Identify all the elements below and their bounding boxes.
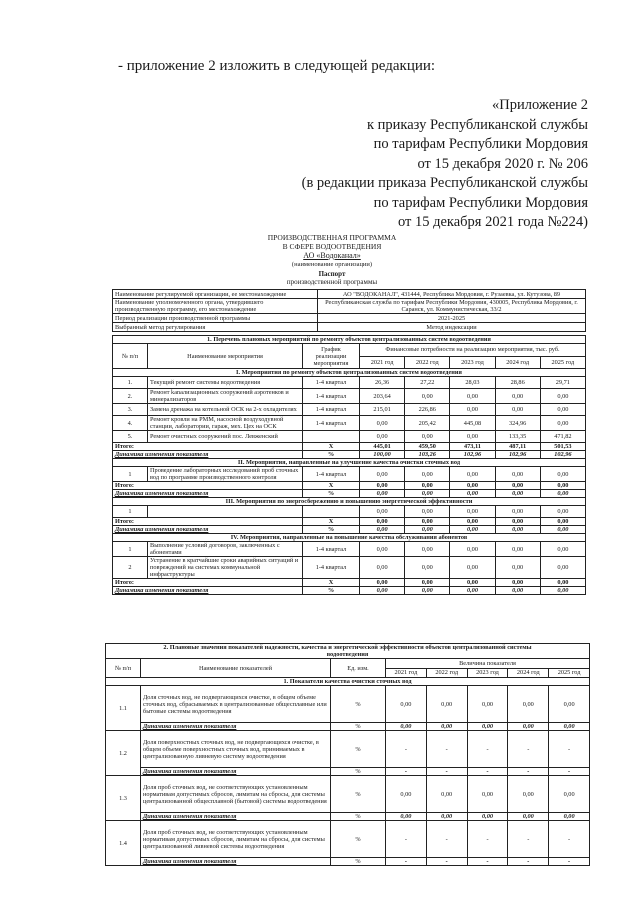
summary-value: 0,00 (540, 579, 585, 587)
row-value: 226,86 (405, 404, 450, 416)
summary-unit: Х (303, 443, 360, 451)
table-row (113, 404, 586, 416)
table-row (113, 377, 586, 389)
row-value: - (467, 731, 508, 768)
row-value: 471,82 (540, 431, 585, 443)
heading-line: по тарифам Республики Мордовия (373, 194, 588, 211)
total-row (113, 579, 586, 587)
dynamics-row (113, 526, 586, 534)
col-name-header: Наименование показателей (141, 659, 331, 678)
col-unit-header: Ед. изм. (331, 659, 386, 678)
section-row (113, 498, 586, 506)
dynamics-row (106, 858, 590, 866)
col-finance-header: Финансовые потребности на реализацию мероприятия, тыс. руб. (360, 344, 586, 357)
heading-line: «Приложение 2 (492, 97, 588, 113)
passport-row (113, 314, 586, 323)
row-value: 29,71 (540, 377, 585, 389)
dynamics-value: 0,00 (549, 723, 590, 731)
row-value: - (549, 821, 590, 858)
dynamics-unit: % (331, 768, 386, 776)
col-number-header: № п/п (106, 659, 141, 678)
dynamics-value: - (426, 768, 467, 776)
col-value-header: Величина показателя (386, 659, 590, 669)
row-value: 0,00 (540, 404, 585, 416)
summary-unit: % (303, 587, 360, 595)
year-header: 2021 год (386, 668, 427, 678)
summary-value: 0,00 (540, 587, 585, 595)
total-row (113, 482, 586, 490)
organization-name: АО «Водоканал» (303, 251, 361, 260)
year-header: 2025 год (549, 668, 590, 678)
row-unit: % (331, 686, 386, 723)
row-name (148, 506, 303, 518)
summary-value: 0,00 (360, 526, 405, 534)
row-name: Проведение лабораторных исследований проб сточных вод по программе производственного контроля (148, 467, 303, 482)
col-schedule-header: График реализации мероприятия (303, 344, 360, 369)
row-number: 1.4 (106, 821, 141, 866)
summary-value: 501,53 (540, 443, 585, 451)
row-value: - (508, 821, 549, 858)
row-schedule: 1-4 квартал (303, 389, 360, 404)
row-number: 1 (113, 506, 148, 518)
indicators-table (105, 643, 590, 866)
row-number: 2 (113, 557, 148, 579)
passport-label: Наименование уполномоченного органа, утвердившего производственную программу, его местонахождение (113, 299, 318, 314)
table-caption: 1. Перечень плановых мероприятий по ремонту объектов централизованных систем водоотведения (113, 336, 586, 344)
row-number: 1.2 (106, 731, 141, 776)
table-row (113, 557, 586, 579)
summary-value: 0,00 (495, 526, 540, 534)
row-name: Ремонт kanaлизационных сооружений аэротенков и минерализаторов (148, 389, 303, 404)
table-row (106, 686, 590, 723)
row-number: 2. (113, 389, 148, 404)
summary-value: 487,11 (495, 443, 540, 451)
row-number: 1 (113, 542, 148, 557)
row-value: 0,00 (495, 542, 540, 557)
table-row (113, 506, 586, 518)
table-row (113, 389, 586, 404)
row-value: 0,00 (540, 506, 585, 518)
dynamics-value: - (508, 858, 549, 866)
summary-value: 0,00 (495, 518, 540, 526)
caption-line: 2. Плановые значения показателей надежности, качества и энергетической эффективности объектов централизованной системы (163, 644, 532, 651)
dynamics-row (106, 768, 590, 776)
row-value: 0,00 (495, 506, 540, 518)
table-row (113, 542, 586, 557)
passport-value: Республиканская служба по тарифам Республики Мордовия, 430005, Республика Мордовия, г. Саранск, ул. Коммунистическая, 33/2 (318, 299, 586, 314)
dynamics-value: 0,00 (386, 813, 427, 821)
summary-value: 0,00 (405, 490, 450, 498)
row-schedule: 1-4 квартал (303, 416, 360, 431)
row-value: 203,64 (360, 389, 405, 404)
summary-value: 0,00 (405, 579, 450, 587)
total-row (113, 443, 586, 451)
passport-label: Выбранный метод регулирования (113, 323, 318, 332)
header-row (106, 659, 590, 669)
row-value: 0,00 (360, 542, 405, 557)
dynamics-value: 0,00 (508, 813, 549, 821)
row-number: 3. (113, 404, 148, 416)
dynamics-unit: % (331, 723, 386, 731)
row-value: 0,00 (495, 404, 540, 416)
summary-value: 0,00 (450, 587, 495, 595)
col-number-header: № п/п (113, 344, 148, 369)
summary-label: Динамика изменения показателя (113, 490, 303, 498)
summary-label: Итого: (113, 518, 303, 526)
table-row (113, 416, 586, 431)
dynamics-value: - (386, 858, 427, 866)
passport-title (200, 270, 464, 286)
row-value: 0,00 (549, 686, 590, 723)
row-value: 0,00 (360, 506, 405, 518)
row-value: 0,00 (495, 389, 540, 404)
col-name-header: Наименование мероприятия (148, 344, 303, 369)
program-title (200, 233, 464, 269)
passport-row (113, 290, 586, 299)
row-value: 0,00 (495, 557, 540, 579)
row-name: Доля сточных вод, не подвергающихся очистке, в общем объеме сточных вод, сбрасываемых в централизованные общесплавные или бытовые системы водоотведения (141, 686, 331, 723)
summary-value: 0,00 (540, 482, 585, 490)
row-name: Доля проб сточных вод, не соответствующих установленным нормативам допустимых сбросов, лимитам на сбросы, для системы централизованной ливневой системы водоотведения (141, 821, 331, 858)
row-value: - (467, 821, 508, 858)
table-row (113, 467, 586, 482)
summary-value: 0,00 (540, 526, 585, 534)
dynamics-value: 0,00 (426, 723, 467, 731)
row-value: 0,00 (426, 686, 467, 723)
row-value: 0,00 (450, 542, 495, 557)
row-name: Ремонт кровли на РММ, насосной воздуходувной станции, лаборатории, гараж, мех. Цех на ОСК (148, 416, 303, 431)
row-value: 0,00 (450, 389, 495, 404)
summary-value: 0,00 (540, 518, 585, 526)
row-value: - (508, 731, 549, 768)
appendix-heading (258, 96, 588, 233)
table-caption-row (106, 644, 590, 659)
row-value: 28,86 (495, 377, 540, 389)
row-value: 0,00 (540, 389, 585, 404)
table-row (106, 821, 590, 858)
summary-label: Итого: (113, 443, 303, 451)
row-value: 0,00 (549, 776, 590, 813)
dynamics-value: - (386, 768, 427, 776)
row-value: 0,00 (540, 542, 585, 557)
row-value: 0,00 (405, 542, 450, 557)
row-schedule: 1-4 квартал (303, 404, 360, 416)
row-value: 0,00 (360, 416, 405, 431)
table-row (106, 731, 590, 768)
dynamics-value: - (549, 768, 590, 776)
summary-unit: % (303, 526, 360, 534)
year-header: 2022 год (405, 356, 450, 369)
row-value: 0,00 (386, 776, 427, 813)
section-title: III. Мероприятия по энергосбережению и повышению энергетической эффективности (113, 498, 586, 506)
row-value: 0,00 (360, 467, 405, 482)
row-schedule (303, 431, 360, 443)
activities-table (112, 335, 586, 595)
summary-value: 102,96 (450, 451, 495, 459)
summary-value: 0,00 (360, 518, 405, 526)
program-title-line: ПРОИЗВОДСТВЕННАЯ ПРОГРАММА (267, 233, 397, 242)
row-name: Доля проб сточных вод, не соответствующих установленным нормативам допустимых сбросов, лимитам на сбросы, для системы централизованной общесплавной (бытовой) системы водоотведения (141, 776, 331, 813)
row-value: 0,00 (450, 506, 495, 518)
row-value: 27,22 (405, 377, 450, 389)
organization-caption: (наименование организации) (291, 261, 373, 268)
dynamics-value: - (467, 768, 508, 776)
dynamics-value: - (508, 768, 549, 776)
year-header: 2024 год (495, 356, 540, 369)
passport-label: Наименование регулируемой организации, ее местонахождение (113, 290, 318, 299)
row-value: 0,00 (405, 389, 450, 404)
row-value: 0,00 (450, 431, 495, 443)
row-number: 5. (113, 431, 148, 443)
summary-value: 0,00 (450, 490, 495, 498)
dynamics-unit: % (331, 858, 386, 866)
row-value: 0,00 (495, 467, 540, 482)
program-title-line: В СФЕРЕ ВОДООТВЕДЕНИЯ (282, 242, 382, 251)
row-value: - (549, 731, 590, 768)
row-value: 0,00 (405, 467, 450, 482)
section-row (106, 678, 590, 686)
row-value: 0,00 (508, 776, 549, 813)
summary-value: 0,00 (405, 482, 450, 490)
heading-line: к приказу Республиканской службы (366, 116, 588, 133)
summary-value: 0,00 (405, 587, 450, 595)
dynamics-unit: % (331, 813, 386, 821)
dynamics-value: - (467, 858, 508, 866)
dynamics-label: Динамика изменения показателя (141, 768, 331, 776)
dynamics-label: Динамика изменения показателя (141, 813, 331, 821)
row-value: 0,00 (467, 686, 508, 723)
dynamics-row (113, 490, 586, 498)
row-unit: % (331, 731, 386, 768)
total-row (113, 518, 586, 526)
summary-unit: Х (303, 518, 360, 526)
row-schedule (303, 506, 360, 518)
row-value: 0,00 (405, 506, 450, 518)
summary-label: Итого: (113, 482, 303, 490)
summary-value: 0,00 (450, 526, 495, 534)
summary-value: 0,00 (360, 490, 405, 498)
passport-heading: Паспорт (318, 270, 346, 278)
year-header: 2021 год (360, 356, 405, 369)
summary-value: 0,00 (360, 587, 405, 595)
row-value: - (426, 731, 467, 768)
summary-value: 102,96 (495, 451, 540, 459)
summary-unit: % (303, 451, 360, 459)
year-header: 2022 год (426, 668, 467, 678)
row-value: 0,00 (360, 431, 405, 443)
dynamics-value: 0,00 (549, 813, 590, 821)
summary-value: 103,26 (405, 451, 450, 459)
row-name: Замена дренажа на котельной ОСК на 2-х охладителях (148, 404, 303, 416)
summary-value: 102,96 (540, 451, 585, 459)
section-title: 1. Показатели качества очистки сточных вод (106, 678, 590, 686)
row-value: 445,08 (450, 416, 495, 431)
row-value: 0,00 (405, 557, 450, 579)
row-value: 0,00 (467, 776, 508, 813)
row-schedule: 1-4 квартал (303, 467, 360, 482)
dynamics-row (106, 723, 590, 731)
row-unit: % (331, 821, 386, 858)
row-number: 1 (113, 467, 148, 482)
summary-unit: Х (303, 482, 360, 490)
passport-table (112, 289, 586, 332)
heading-line: от 15 декабря 2020 г. № 206 (417, 155, 588, 172)
row-number: 1. (113, 377, 148, 389)
dynamics-row (113, 587, 586, 595)
row-value: 0,00 (360, 557, 405, 579)
row-value: - (386, 821, 427, 858)
section-row (113, 459, 586, 467)
row-value: 0,00 (540, 467, 585, 482)
summary-value: 0,00 (495, 482, 540, 490)
summary-value: 0,00 (450, 482, 495, 490)
section-title: II. Мероприятия, направленные на улучшение качества очистки сточных вод (113, 459, 586, 467)
year-header: 2023 год (467, 668, 508, 678)
row-value: - (426, 821, 467, 858)
summary-value: 0,00 (360, 482, 405, 490)
row-value: 0,00 (508, 686, 549, 723)
table-caption-row (113, 336, 586, 344)
summary-label: Динамика изменения показателя (113, 526, 303, 534)
dynamics-label: Динамика изменения показателя (141, 858, 331, 866)
passport-label: Период реализации производственной программы (113, 314, 318, 323)
header-row (113, 344, 586, 357)
row-schedule: 1-4 квартал (303, 557, 360, 579)
summary-value: 0,00 (405, 518, 450, 526)
row-value: 26,36 (360, 377, 405, 389)
heading-line: от 15 декабря 2021 года №224) (397, 214, 588, 230)
summary-unit: % (303, 490, 360, 498)
summary-value: 459,50 (405, 443, 450, 451)
summary-label: Динамика изменения показателя (113, 587, 303, 595)
dynamics-value: 0,00 (508, 723, 549, 731)
passport-value: АО "ВОДОКАНАЛ", 431444, Республика Мордовия, г. Рузаевка, ул. Кутузова, 89 (318, 290, 586, 299)
row-name: Ремонт очистных сооружений пос. Левженский (148, 431, 303, 443)
section-title: IV. Мероприятия, направленные на повышение качества обслуживания абонентов (113, 534, 586, 542)
year-header: 2024 год (508, 668, 549, 678)
table-caption (106, 644, 590, 659)
passport-row (113, 299, 586, 314)
year-header: 2025 год (540, 356, 585, 369)
dynamics-value: 0,00 (426, 813, 467, 821)
row-value: 215,01 (360, 404, 405, 416)
row-schedule: 1-4 квартал (303, 542, 360, 557)
summary-value: 0,00 (450, 579, 495, 587)
row-value: 0,00 (540, 416, 585, 431)
summary-value: 0,00 (495, 579, 540, 587)
passport-value: 2021-2025 (318, 314, 586, 323)
row-value: 133,35 (495, 431, 540, 443)
passport-row (113, 323, 586, 332)
row-number: 1.1 (106, 686, 141, 731)
row-value: 28,03 (450, 377, 495, 389)
passport-subheading: производственной программы (286, 278, 378, 286)
row-value: 0,00 (405, 431, 450, 443)
row-name: Выполнение условий договоров, заключенных с абонентами (148, 542, 303, 557)
dynamics-value: 0,00 (467, 723, 508, 731)
table-row (113, 431, 586, 443)
row-name: Текущий ремонт системы водоотведения (148, 377, 303, 389)
section-row (113, 369, 586, 377)
dynamics-label: Динамика изменения показателя (141, 723, 331, 731)
row-value: 324,96 (495, 416, 540, 431)
dynamics-value: - (426, 858, 467, 866)
caption-line: водоотведения (326, 651, 369, 658)
row-name: Устранение в кратчайшие сроки аварийных ситуаций и повреждений на системах коммунальной инфраструктуры (148, 557, 303, 579)
row-unit: % (331, 776, 386, 813)
passport-value: Метод индексации (318, 323, 586, 332)
summary-label: Итого: (113, 579, 303, 587)
row-value: - (386, 731, 427, 768)
summary-value: 0,00 (495, 587, 540, 595)
dynamics-row (106, 813, 590, 821)
row-value: 205,42 (405, 416, 450, 431)
row-value: 0,00 (426, 776, 467, 813)
row-number: 4. (113, 416, 148, 431)
section-title: I. Мероприятия по ремонту объектов централизованных систем водоотведения (113, 369, 586, 377)
row-value: 0,00 (450, 557, 495, 579)
summary-value: 100,00 (360, 451, 405, 459)
summary-unit: Х (303, 579, 360, 587)
dynamics-value: 0,00 (467, 813, 508, 821)
summary-value: 0,00 (405, 526, 450, 534)
dynamics-value: 0,00 (386, 723, 427, 731)
row-schedule: 1-4 квартал (303, 377, 360, 389)
row-name: Доля поверхностных сточных вод, не подвергающихся очистке, в общем объеме поверхностных сточных вод, принимаемых в централизованную ливневую систему водоотведения (141, 731, 331, 768)
row-number: 1.3 (106, 776, 141, 821)
table-row (106, 776, 590, 813)
summary-value: 0,00 (540, 490, 585, 498)
section-row (113, 534, 586, 542)
row-value: 0,00 (450, 404, 495, 416)
heading-line: (в редакции приказа Республиканской службы (301, 175, 588, 191)
summary-value: 473,11 (450, 443, 495, 451)
summary-value: 445,01 (360, 443, 405, 451)
dynamics-row (113, 451, 586, 459)
row-value: 0,00 (450, 467, 495, 482)
row-value: 0,00 (386, 686, 427, 723)
summary-label: Динамика изменения показателя (113, 451, 303, 459)
summary-value: 0,00 (360, 579, 405, 587)
year-header: 2023 год (450, 356, 495, 369)
heading-line: по тарифам Республики Мордовия (373, 136, 588, 152)
summary-value: 0,00 (450, 518, 495, 526)
intro-text: - приложение 2 изложить в следующей редакции: (118, 58, 436, 74)
summary-value: 0,00 (495, 490, 540, 498)
row-value: 0,00 (540, 557, 585, 579)
dynamics-value: - (549, 858, 590, 866)
